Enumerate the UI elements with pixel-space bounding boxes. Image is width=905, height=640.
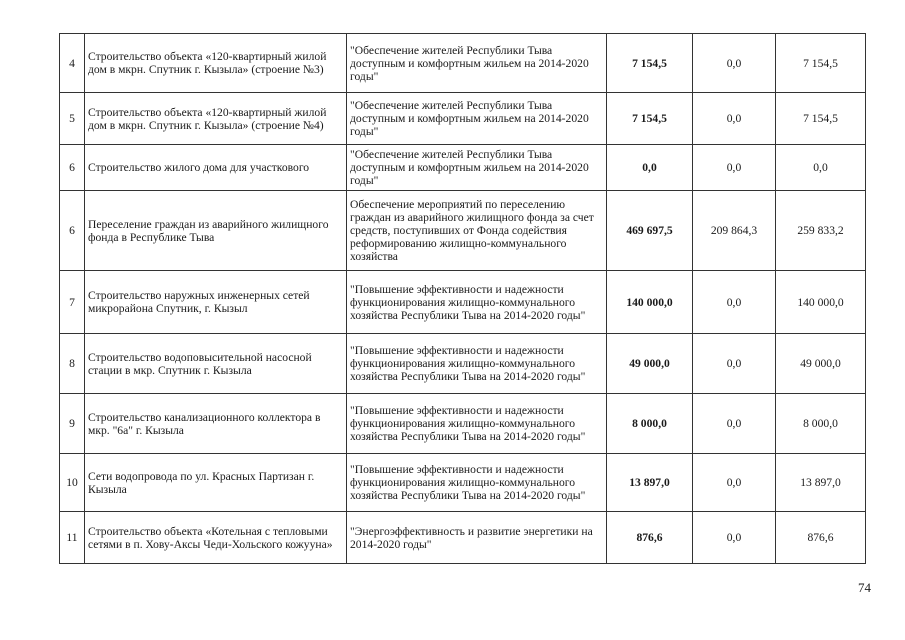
table-cell-total: 876,6 [607, 512, 693, 564]
table-row [60, 34, 866, 93]
table-cell-number: 6 [60, 191, 85, 271]
table-cell-number: 6 [60, 145, 85, 191]
table-cell-program: "Повышение эффективности и надежности функционирования жилищно-коммунального хозяйства Республики Тыва на 2014-2020 годы" [347, 271, 607, 334]
table-row [60, 271, 866, 334]
table-cell-total: 7 154,5 [607, 93, 693, 145]
table-row [60, 454, 866, 512]
table-cell-value: 0,0 [693, 271, 776, 334]
table-cell-total: 7 154,5 [607, 34, 693, 93]
table-row [60, 191, 866, 271]
table-cell-program: "Повышение эффективности и надежности функционирования жилищно-коммунального хозяйства Республики Тыва на 2014-2020 годы" [347, 394, 607, 454]
table-row [60, 145, 866, 191]
table-cell-total: 0,0 [607, 145, 693, 191]
table-cell-total: 140 000,0 [607, 271, 693, 334]
table-cell-name: Строительство канализационного коллектора в мкр. "6а" г. Кызыла [85, 394, 347, 454]
table-cell-number: 8 [60, 334, 85, 394]
table-row [60, 512, 866, 564]
table-cell-value: 7 154,5 [776, 93, 866, 145]
table-cell-name: Строительство объекта «120-квартирный жилой дом в мкрн. Спутник г. Кызыла» (строение №3) [85, 34, 347, 93]
table-cell-program: "Обеспечение жителей Республики Тыва доступным и комфортным жильем на 2014-2020 годы" [347, 93, 607, 145]
table-cell-value: 0,0 [693, 93, 776, 145]
table-cell-value: 0,0 [693, 394, 776, 454]
table-cell-name: Переселение граждан из аварийного жилищного фонда в Республике Тыва [85, 191, 347, 271]
table-cell-name: Строительство наружных инженерных сетей микрорайона Спутник, г. Кызыл [85, 271, 347, 334]
table-cell-value: 0,0 [693, 334, 776, 394]
table-cell-number: 7 [60, 271, 85, 334]
table-row [60, 93, 866, 145]
table-cell-value: 0,0 [776, 145, 866, 191]
table-cell-value: 7 154,5 [776, 34, 866, 93]
table-cell-total: 469 697,5 [607, 191, 693, 271]
table-cell-number: 11 [60, 512, 85, 564]
table-cell-value: 0,0 [693, 512, 776, 564]
table-cell-value: 13 897,0 [776, 454, 866, 512]
table-cell-value: 259 833,2 [776, 191, 866, 271]
table-cell-number: 4 [60, 34, 85, 93]
table-row [60, 394, 866, 454]
table-cell-program: "Повышение эффективности и надежности функционирования жилищно-коммунального хозяйства Республики Тыва на 2014-2020 годы" [347, 334, 607, 394]
table-cell-value: 140 000,0 [776, 271, 866, 334]
table-cell-value: 0,0 [693, 454, 776, 512]
budget-table [59, 33, 866, 564]
table-cell-program: "Обеспечение жителей Республики Тыва доступным и комфортным жильем на 2014-2020 годы" [347, 145, 607, 191]
table-cell-total: 13 897,0 [607, 454, 693, 512]
table-cell-value: 0,0 [693, 145, 776, 191]
table-cell-name: Строительство объекта «120-квартирный жилой дом в мкрн. Спутник г. Кызыла» (строение №4) [85, 93, 347, 145]
table-cell-program: Обеспечение мероприятий по переселению граждан из аварийного жилищного фонда за счет средств, поступивших от Фонда содействия реформированию жилищно-коммунального хозяйства [347, 191, 607, 271]
table-cell-number: 5 [60, 93, 85, 145]
table-cell-name: Строительство водоповысительной насосной стации в мкр. Спутник г. Кызыла [85, 334, 347, 394]
table-cell-number: 10 [60, 454, 85, 512]
table-cell-value: 0,0 [693, 34, 776, 93]
table-cell-value: 49 000,0 [776, 334, 866, 394]
table-row [60, 334, 866, 394]
table-cell-name: Сети водопровода по ул. Красных Партизан г. Кызыла [85, 454, 347, 512]
table-cell-program: "Обеспечение жителей Республики Тыва доступным и комфортным жильем на 2014-2020 годы" [347, 34, 607, 93]
page-number: 74 [858, 580, 871, 595]
table-cell-total: 49 000,0 [607, 334, 693, 394]
table-cell-total: 8 000,0 [607, 394, 693, 454]
table-cell-value: 209 864,3 [693, 191, 776, 271]
table-cell-value: 8 000,0 [776, 394, 866, 454]
table-cell-number: 9 [60, 394, 85, 454]
table-cell-name: Строительство объекта «Котельная с тепловыми сетями в п. Хову-Аксы Чеди-Хольского кожууна» [85, 512, 347, 564]
table-cell-value: 876,6 [776, 512, 866, 564]
table-cell-name: Строительство жилого дома для участкового [85, 145, 347, 191]
table-cell-program: "Энергоэффективность и развитие энергетики на 2014-2020 годы" [347, 512, 607, 564]
table-cell-program: "Повышение эффективности и надежности функционирования жилищно-коммунального хозяйства Республики Тыва на 2014-2020 годы" [347, 454, 607, 512]
